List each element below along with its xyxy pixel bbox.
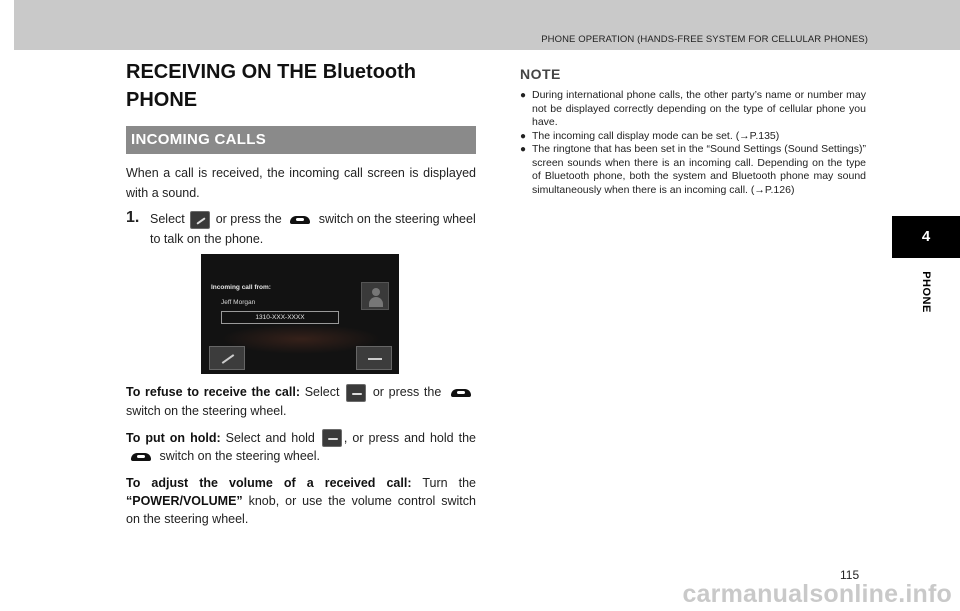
volume-pre: Turn the (422, 476, 476, 491)
left-column (126, 58, 476, 528)
volume-post: knob, or use the volume control switch on the steering wheel. (126, 494, 476, 527)
note-list (520, 89, 866, 197)
page-number: 115 (840, 568, 860, 582)
watermark: carmanualsonline.info (682, 580, 952, 608)
end-call-icon (322, 429, 342, 447)
note-title: NOTE (520, 66, 561, 82)
chapter-label-wrap (912, 262, 940, 322)
decline-call-button[interactable] (356, 346, 392, 370)
power-volume-knob: “POWER/VOLUME” (126, 494, 243, 509)
incoming-call-screen (201, 254, 399, 374)
refuse-post: switch on the steering wheel. (126, 403, 287, 418)
intro-text: When a call is received, the incoming call screen is displayed with a sound. (126, 166, 476, 200)
hold-label: To put on hold: (126, 430, 221, 445)
refuse-instruction (126, 383, 476, 420)
note-item: ● The ringtone that has been set in the “Sound Settings (Sound Settings)” screen sounds when there is an incoming call. Depending on the type of Bluetooth phone, both the system and Bluetooth phone may sound simultaneously when there is an incoming call. (→P.126) (520, 143, 866, 197)
volume-instruction (126, 474, 476, 528)
hold-instruction (126, 429, 476, 466)
note-item: ● During international phone calls, the other party’s name or number may not be displayed correctly depending on the type of cellular phone you have. (520, 89, 866, 130)
page-title: RECEIVING ON THE Bluetooth PHONE (126, 61, 416, 111)
step-1 (126, 209, 476, 249)
steering-phone-switch-icon (129, 451, 153, 463)
refuse-pre: Select (304, 385, 340, 399)
incoming-call-label: Incoming call from: (211, 284, 271, 291)
section-heading: INCOMING CALLS (126, 126, 476, 154)
hold-mid: , or press and hold the (343, 430, 476, 445)
step-number: 1. (126, 209, 140, 226)
step-text-post: switch on the steering wheel to talk on the phone. (150, 212, 476, 246)
hold-post: switch on the steering wheel. (159, 449, 320, 464)
hold-pre: Select and hold (225, 430, 315, 445)
refuse-mid: or press the (372, 385, 442, 399)
chapter-label: PHONE (920, 271, 932, 313)
accept-call-icon (190, 211, 210, 229)
step-text-mid: or press the (215, 212, 282, 226)
caller-name: Jeff Morgan (221, 299, 256, 306)
accept-call-button[interactable] (209, 346, 245, 370)
caller-number: 1310-XXX-XXXX (221, 311, 339, 324)
chapter-tab[interactable]: 4 (892, 216, 960, 258)
volume-label: To adjust the volume of a received call: (126, 476, 412, 491)
caller-avatar-icon (361, 282, 389, 310)
steering-phone-switch-icon (449, 387, 473, 399)
running-header: PHONE OPERATION (HANDS-FREE SYSTEM FOR CELLULAR PHONES) (541, 34, 868, 45)
step-text-pre: Select (150, 212, 185, 226)
refuse-label: To refuse to receive the call: (126, 385, 300, 399)
end-call-icon (346, 384, 366, 402)
right-column (520, 66, 866, 197)
note-item: ● The incoming call display mode can be set. (→P.135) (520, 130, 866, 144)
steering-phone-switch-icon (288, 214, 312, 226)
